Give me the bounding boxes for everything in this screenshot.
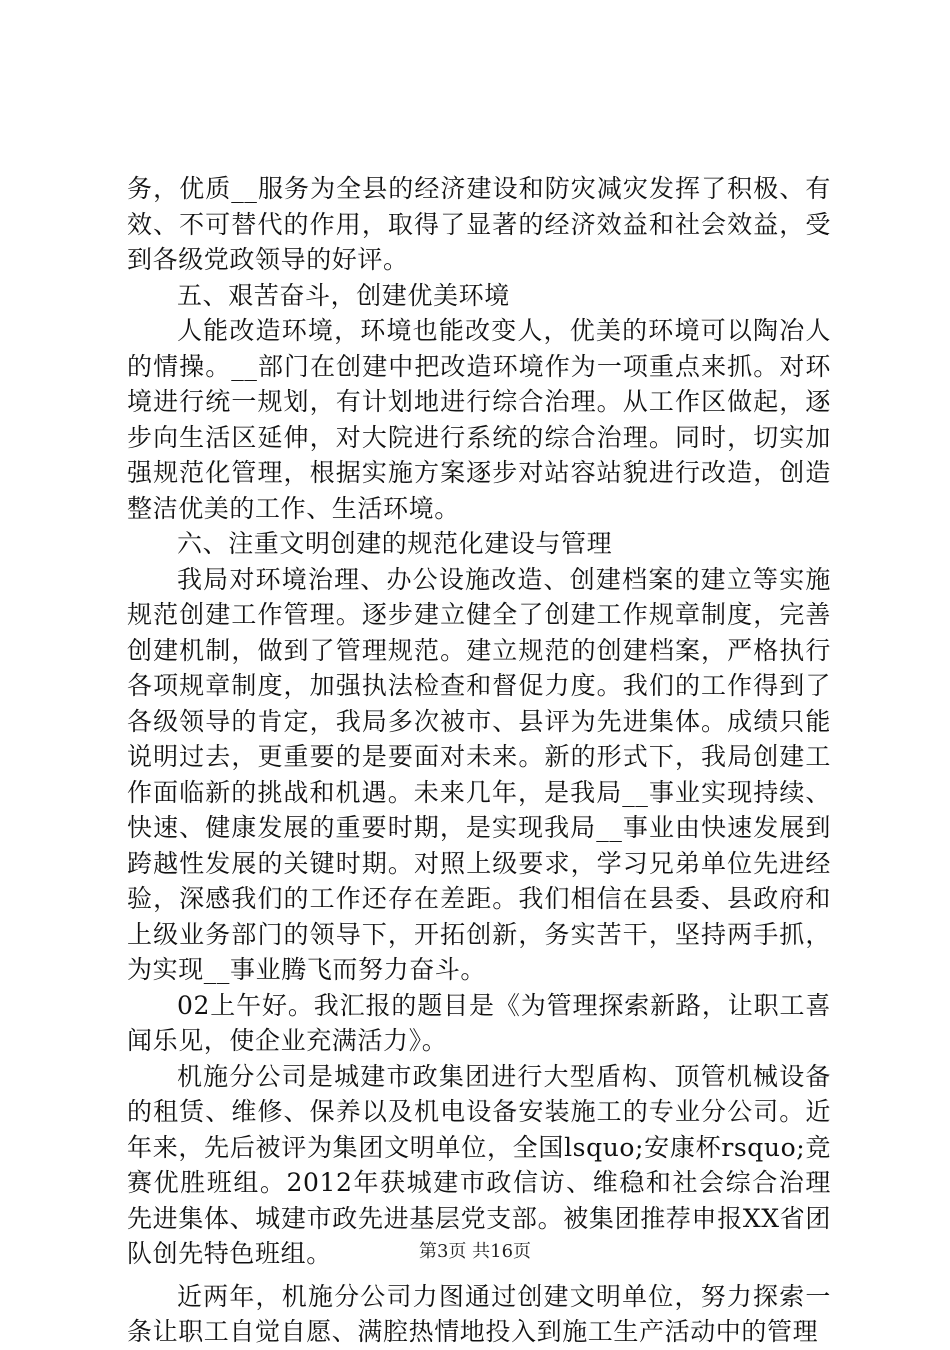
paragraph-4: 02上午好。我汇报的题目是《为管理探索新路，让职工喜闻乐见，使企业充满活力》。 <box>127 990 831 1055</box>
section-heading-6: 六、注重文明创建的规范化建设与管理 <box>177 529 613 558</box>
document-body <box>127 171 831 1350</box>
paragraph-5: 机施分公司是城建市政集团进行大型盾构、顶管机械设备的租赁、维修、保养以及机电设备安装施工的专业分公司。近年来，先后被评为集团文明单位，全国lsquo;安康杯rsquo;竞赛优胜班组。2012年获城建市政信访、维稳和社会综合治理先进集体、城建市政先进基层党支部。被集团推荐申报XX省团队创先特色班组。 <box>127 1061 831 1268</box>
page-number-footer: 第3页 共16页 <box>418 1241 532 1262</box>
paragraph-3: 我局对环境治理、办公设施改造、创建档案的建立等实施规范创建工作管理。逐步建立健全了创建工作规章制度，完善创建机制，做到了管理规范。建立规范的创建档案，严格执行各项规章制度，加强执法检查和督促力度。我们的工作得到了各级领导的肯定，我局多次被市、县评为先进集体。成绩只能说明过去，更重要的是要面对未来。新的形式下，我局创建工作面临新的挑战和机遇。未来几年，是我局__事业实现持续、快速、健康发展的重要时期，是实现我局__事业由快速发展到跨越性发展的关键时期。对照上级要求，学习兄弟单位先进经验，深感我们的工作还存在差距。我们相信在县委、县政府和上级业务部门的领导下，开拓创新，务实苦干，坚持两手抓，为实现__事业腾飞而努力奋斗。 <box>127 564 831 984</box>
paragraph-1: 务，优质__服务为全县的经济建设和防灾减灾发挥了积极、有效、不可替代的作用，取得了显著的经济效益和社会效益，受到各级党政领导的好评。 <box>127 174 831 274</box>
paragraph-6: 近两年，机施分公司力图通过创建文明单位，努力探索一条让职工自觉自愿、满腔热情地投入到施工生产活动中的管理 <box>127 1281 831 1346</box>
paragraph-2: 人能改造环境，环境也能改变人，优美的环境可以陶冶人的情操。__部门在创建中把改造环境作为一项重点来抓。对环境进行统一规划，有计划地进行综合治理。从工作区做起，逐步向生活区延伸，对大院进行系统的综合治理。同时，切实加强规范化管理，根据实施方案逐步对站容站貌进行改造，创造整洁优美的工作、生活环境。 <box>127 316 831 523</box>
section-heading-5: 五、艰苦奋斗，创建优美环境 <box>177 280 510 310</box>
